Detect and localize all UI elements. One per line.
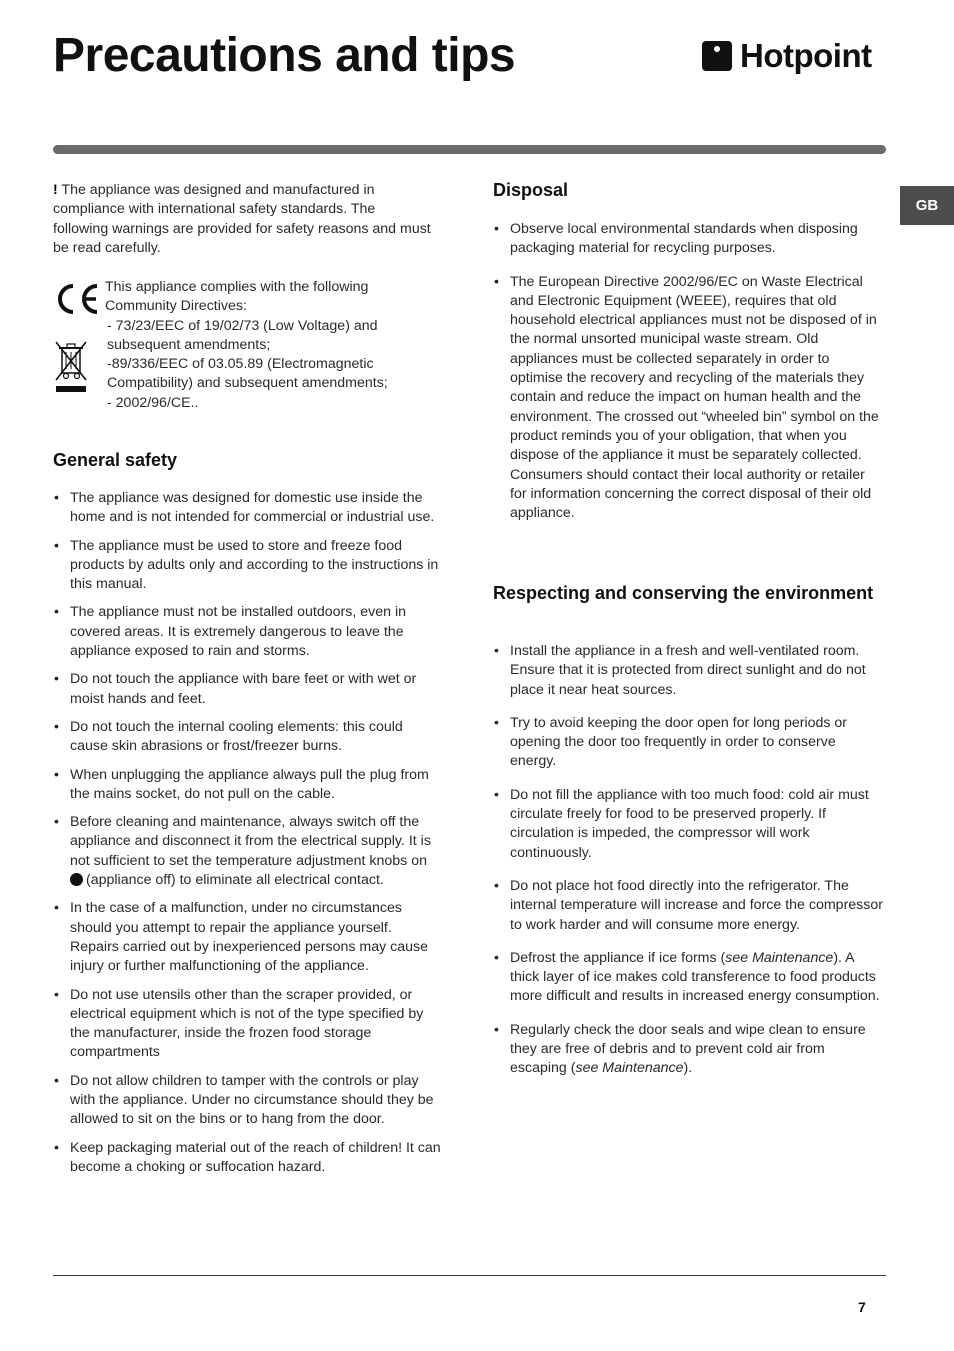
crossed-out-bin-icon (53, 340, 89, 394)
brand-name: Hotpoint (740, 37, 872, 74)
directive-item: -89/336/EEC of 03.05.89 (Electromagnetic Compatibility) and subsequent amendments; (107, 356, 388, 392)
disposal-heading: Disposal (493, 180, 569, 200)
directives-lead: This appliance complies with the following Community Directives: (105, 279, 369, 315)
intro-text: The appliance was designed and manufactured in compliance with international safety standards. The following warnings are provided for safety reasons and must be read carefully. (53, 182, 431, 256)
list-item: • The appliance must be used to store and freeze food products by adults only and according to the instructions in this manual. (53, 537, 441, 595)
list-item-text: ). (683, 1060, 693, 1077)
list-item: • Try to avoid keeping the door open for long periods or opening the door too frequently in order to conserve energy. (493, 714, 883, 772)
directives-text (105, 278, 441, 413)
list-item: • Do not use utensils other than the scraper provided, or electrical equipment which is not of the type specified by the manufacturer, inside the frozen food storage compartments (53, 986, 441, 1063)
directive-item: - 73/23/EEC of 19/02/73 (Low Voltage) and subsequent amendments; (107, 317, 378, 353)
list-item (53, 813, 441, 890)
list-item-text: Defrost the appliance if ice forms ( (510, 949, 726, 966)
list-item-text: (appliance off) to eliminate all electrical contact. (86, 872, 384, 889)
list-item-text: Consumers should contact their local authority or retailer for information concerning the correct disposal of their old appliance. (510, 466, 872, 522)
list-item (493, 949, 883, 1007)
list-item-reference: see Maintenance (575, 1060, 684, 1077)
list-item-text: ). A thick layer of ice makes cold transference to food products more difficult and results in increased energy consumption. (510, 949, 880, 1005)
list-item (493, 1021, 883, 1079)
language-tab[interactable]: GB (900, 186, 954, 225)
page-title: Precautions and tips (53, 29, 516, 82)
list-item: • Do not touch the internal cooling elements: this could cause skin abrasions or frost/freezer burns. (53, 718, 441, 757)
compliance-block (53, 278, 441, 413)
list-item: • Install the appliance in a fresh and well-ventilated room. Ensure that it is protected from direct sunlight and do not place it near heat sources. (493, 642, 883, 700)
list-item: • Observe local environmental standards when disposing packaging material for recycling purposes. (493, 220, 883, 259)
intro-warning (53, 181, 433, 258)
brand-logo (702, 36, 872, 76)
directive-item: - 2002/96/CE.. (107, 394, 199, 411)
hotpoint-logo-icon (702, 41, 732, 71)
list-item-reference: see Maintenance (725, 949, 834, 966)
list-item-text: The European Directive 2002/96/EC on Waste Electrical and Electronic Equipment (WEEE), requires that old household electrical appliances must not be disposed of in the normal unsorted municipal waste stream. Old appliances must be collected separately in order to optimise the recovery and recycling of the materials they contain and reduce the impact on human health and the environment. The crossed out “wheeled bin” symbol on the product reminds you of your obligation, that when you dispose of the appliance it must be separately collected. (510, 273, 879, 464)
list-item: • The appliance was designed for domestic use inside the home and is not intended for commercial or industrial use. (53, 489, 441, 528)
list-item (493, 273, 883, 524)
disposal-list (493, 220, 883, 523)
list-item: • Do not allow children to tamper with the controls or play with the appliance. Under no circumstance should they be allowed to sit on the bins or to hang from the door. (53, 1072, 441, 1130)
list-item: • Do not place hot food directly into the refrigerator. The internal temperature will increase and force the compressor to work harder and will consume more energy. (493, 877, 883, 935)
list-item: • In the case of a malfunction, under no circumstances should you attempt to repair the appliance yourself. Repairs carried out by inexperienced persons may cause injury or further malfunctioning of the appliance. (53, 899, 441, 976)
warning-mark: ! (53, 182, 58, 198)
ce-mark-icon (53, 282, 101, 316)
page-number: 7 (858, 1299, 866, 1315)
list-item: • The appliance must not be installed outdoors, even in covered areas. It is extremely dangerous to leave the appliance exposed to rain and storms. (53, 603, 441, 661)
list-item-text: Regularly check the door seals and wipe clean to ensure they are free of debris and to prevent cold air from escaping ( (510, 1021, 866, 1077)
list-item: • Keep packaging material out of the reach of children! It can become a choking or suffocation hazard. (53, 1139, 441, 1178)
off-position-dot-icon (70, 873, 83, 886)
list-item: • Do not touch the appliance with bare feet or with wet or moist hands and feet. (53, 670, 441, 709)
header-divider (53, 145, 886, 154)
footer-divider (53, 1275, 886, 1276)
general-safety-list (53, 489, 441, 1177)
general-safety-heading: General safety (53, 450, 178, 470)
environment-heading: Respecting and conserving the environment (493, 583, 874, 603)
list-item-text: Before cleaning and maintenance, always switch off the appliance and disconnect it from the electrical supply. It is not sufficient to set the temperature adjustment knobs on (70, 814, 431, 869)
list-item: • Do not fill the appliance with too much food: cold air must circulate freely for food to be preserved properly. If circulation is impeded, the compressor will work continuously. (493, 786, 883, 863)
environment-list (493, 642, 883, 1079)
list-item: • When unplugging the appliance always pull the plug from the mains socket, do not pull on the cable. (53, 766, 441, 805)
